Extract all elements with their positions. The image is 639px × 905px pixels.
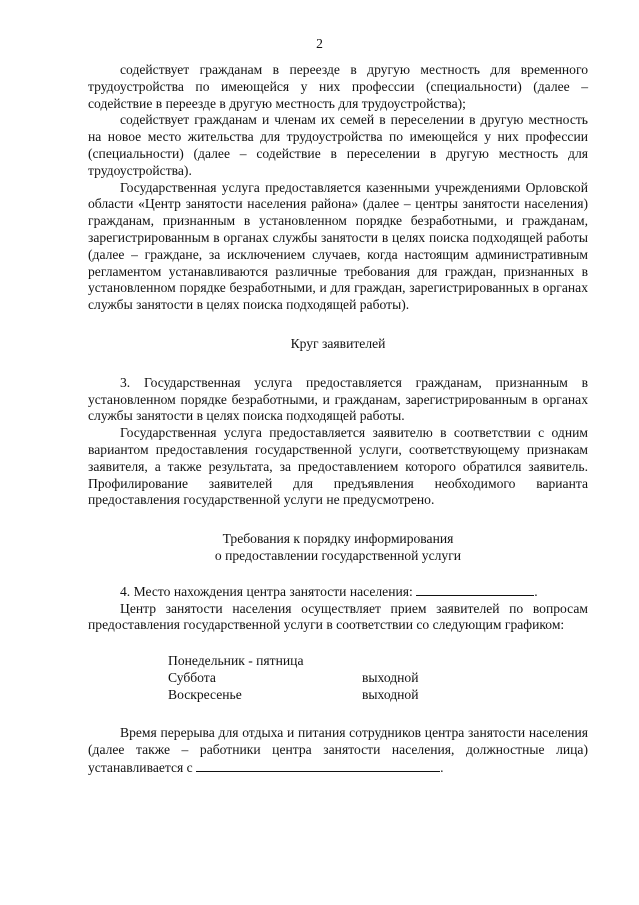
- blank-line-address: [416, 583, 534, 596]
- paragraph-relocation-family: содействует гражданам и членам их семей в переселении в другую местность на новое место жительства для трудоустройства по имеющейся у них профессии (специальности) (далее – содействие в переселении в другую местность для трудоустройства).: [88, 112, 588, 178]
- schedule-status: [362, 652, 419, 669]
- schedule-status: выходной: [362, 670, 419, 686]
- schedule-day: Суббота: [168, 670, 216, 686]
- schedule-status: выходной: [362, 687, 419, 703]
- paragraph-schedule-intro: Центр занятости населения осуществляет прием заявителей по вопросам предоставления государственной услуги в соответствии со следующим графиком:: [88, 600, 588, 633]
- schedule-row: [168, 669, 419, 686]
- schedule-row: [168, 686, 419, 703]
- schedule-day: Понедельник - пятница: [168, 653, 304, 669]
- heading-informing-requirements: [88, 531, 588, 565]
- paragraph-service-variant: Государственная услуга предоставляется заявителю в соответствии с одним вариантом предоставления государственной услуги, соответствующему признакам заявителя, а также результата, за предоставлением которого обратился заявитель. Профилирование заявителей для предъявления необходимого варианта предоставления государственной услуги не предусмотрено.: [88, 425, 588, 508]
- paragraph-service-provider: Государственная услуга предоставляется казенными учреждениями Орловской области «Центр занятости населения района» (далее – центры занятости населения) гражданам, признанным в установленном порядке безработными, и гражданам, зарегистрированным в органах службы занятости в целях поиска подходящей работы (далее – граждане, за исключением случаев, когда настоящим административным регламентом устанавливаются различные требования для граждан, признанных в установленном порядке безработными, и для граждан, зарегистрированных в органах службы занятости в целях поиска подходящей работы).: [88, 179, 588, 313]
- item-4-end: .: [534, 583, 538, 599]
- page-number: 2: [316, 36, 323, 51]
- paragraph-item-4: [88, 583, 588, 601]
- paragraph-break-time: [88, 725, 588, 776]
- paragraph-relocation-temporary: содействует гражданам в переезде в другую местность для временного трудоустройства по имеющейся у них профессии (специальности) (далее – содействие в переезде в другую местность для трудоустройства);: [88, 62, 588, 111]
- heading-informing-line-1: Требования к порядку информирования: [222, 531, 454, 547]
- schedule-day: Воскресенье: [168, 687, 242, 703]
- blank-line-break-time: [196, 759, 440, 772]
- heading-applicants: Круг заявителей: [290, 335, 386, 351]
- document-body: [88, 62, 588, 777]
- heading-informing-line-2: о предоставлении государственной услуги: [214, 547, 462, 563]
- break-time-end: .: [440, 759, 444, 775]
- item-4-text: 4. Место нахождения центра занятости населения:: [120, 583, 413, 599]
- schedule-row: [168, 652, 419, 669]
- paragraph-item-3: 3. Государственная услуга предоставляется гражданам, признанным в установленном порядке безработными, и гражданам, зарегистрированным в органах службы занятости в целях поиска подходящей работы.: [88, 374, 588, 424]
- schedule-table: [168, 652, 419, 703]
- break-time-text: Время перерыва для отдыха и питания сотрудников центра занятости населения (далее также – работники центра занятости населения, должностные лица) устанавливается с: [88, 725, 588, 775]
